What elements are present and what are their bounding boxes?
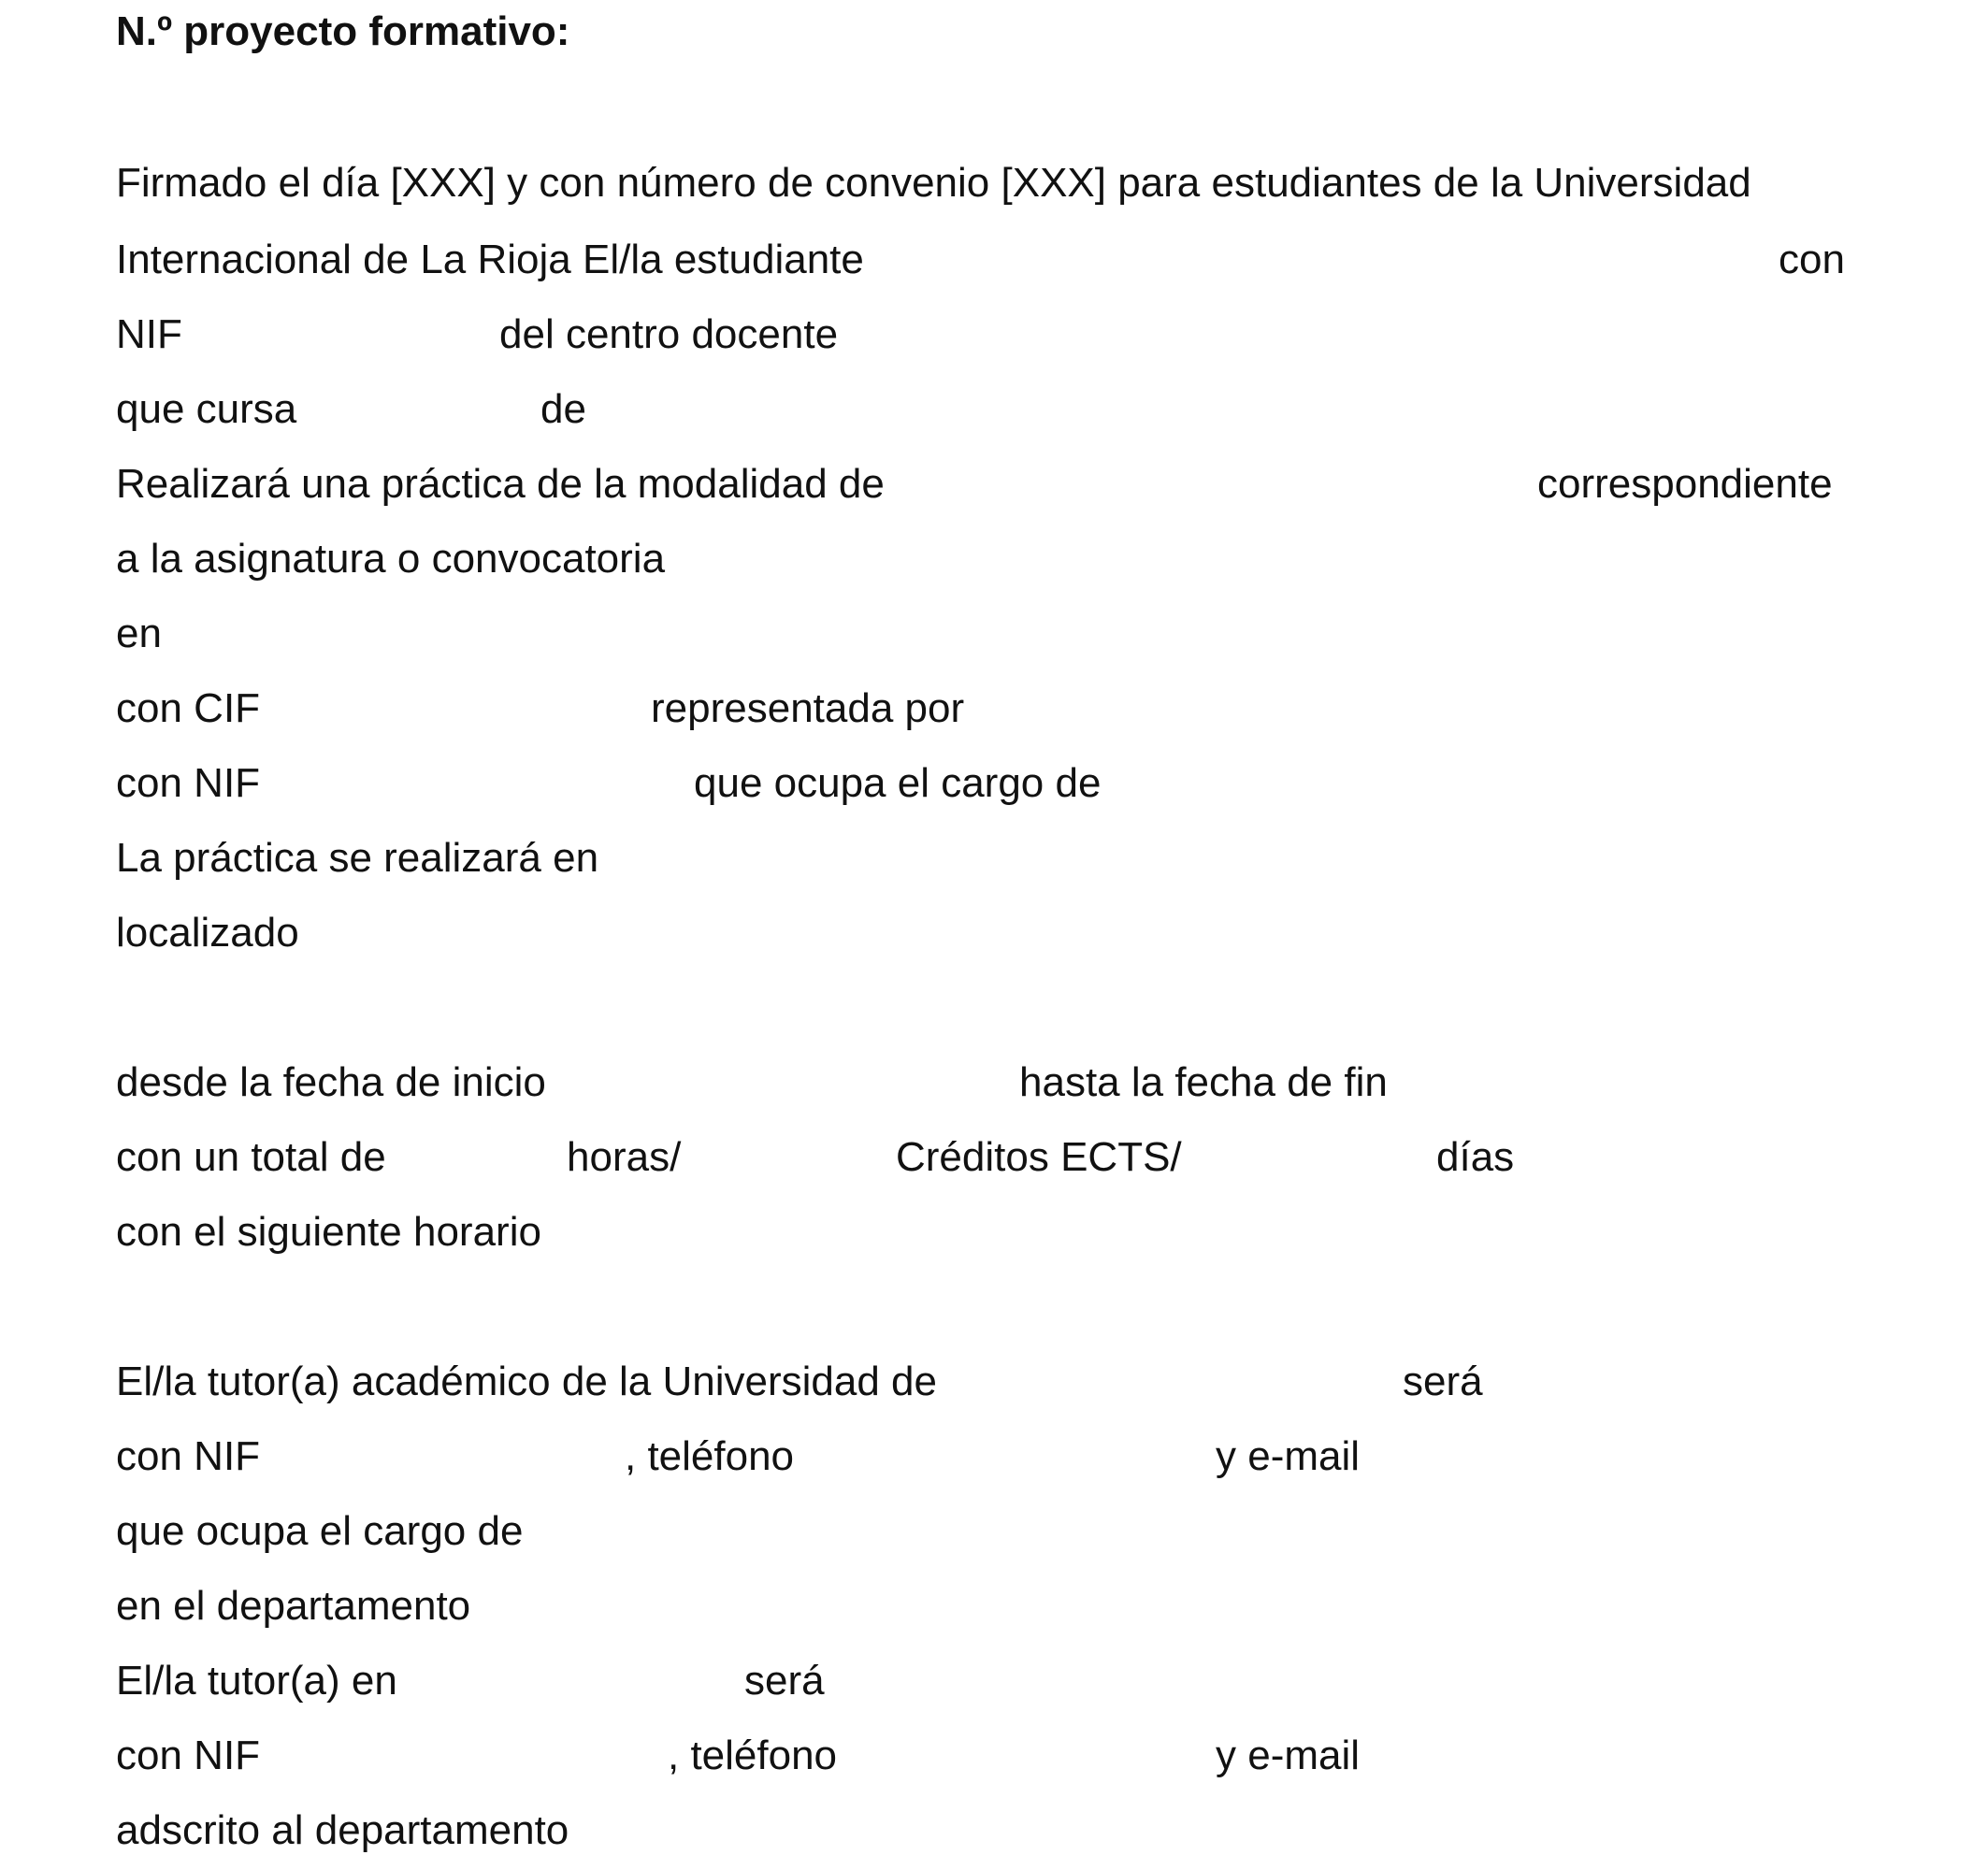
horas-label: horas/ xyxy=(567,1134,682,1180)
student-con-label: con xyxy=(1779,237,1845,282)
academic-tutor-nif-label: con NIF xyxy=(116,1433,261,1479)
company-tutor-email-label: y e-mail xyxy=(1216,1733,1361,1778)
academic-tutor-email-label: y e-mail xyxy=(1216,1433,1361,1479)
en-label: en xyxy=(116,611,162,656)
agreement-line-1: Firmado el día [XXX] y con número de convenio [XXX] para estudiantes de la Universidad xyxy=(116,160,1751,206)
company-tutor-sera-label: será xyxy=(744,1658,825,1704)
fecha-inicio-label: desde la fecha de inicio xyxy=(116,1059,546,1105)
academic-tutor-cargo-label: que ocupa el cargo de xyxy=(116,1508,524,1554)
lugar-label: La práctica se realizará en xyxy=(116,835,599,881)
academic-tutor-sera-label: será xyxy=(1403,1359,1483,1404)
project-number-label: N.º proyecto formativo: xyxy=(116,8,570,54)
que-cursa-label: que cursa xyxy=(116,386,297,432)
horario-label: con el siguiente horario xyxy=(116,1209,541,1255)
localizado-label: localizado xyxy=(116,910,299,956)
company-tutor-label: El/la tutor(a) en xyxy=(116,1658,397,1704)
academic-tutor-departamento-label: en el departamento xyxy=(116,1583,471,1629)
representada-label: representada por xyxy=(651,685,965,731)
student-nif-label: NIF xyxy=(116,311,182,357)
student-label: Internacional de La Rioja El/la estudiante xyxy=(116,237,864,282)
modalidad-label: Realizará una práctica de la modalidad de xyxy=(116,461,885,507)
dias-label: días xyxy=(1436,1134,1515,1180)
academic-tutor-label: El/la tutor(a) académico de la Universidad de xyxy=(116,1359,938,1404)
correspondiente-label: correspondiente xyxy=(1537,461,1833,507)
cif-label: con CIF xyxy=(116,685,261,731)
cursa-de-label: de xyxy=(540,386,586,432)
creditos-label: Créditos ECTS/ xyxy=(896,1134,1182,1180)
company-tutor-departamento-label: adscrito al departamento xyxy=(116,1807,569,1853)
asignatura-label: a la asignatura o convocatoria xyxy=(116,536,666,582)
academic-tutor-telefono-label: , teléfono xyxy=(625,1433,795,1479)
centro-docente-label: del centro docente xyxy=(499,311,839,357)
company-tutor-nif-label: con NIF xyxy=(116,1733,261,1778)
rep-cargo-label: que ocupa el cargo de xyxy=(694,760,1102,806)
total-label: con un total de xyxy=(116,1134,386,1180)
fecha-fin-label: hasta la fecha de fin xyxy=(1019,1059,1388,1105)
company-tutor-telefono-label: , teléfono xyxy=(668,1733,838,1778)
rep-nif-label: con NIF xyxy=(116,760,261,806)
